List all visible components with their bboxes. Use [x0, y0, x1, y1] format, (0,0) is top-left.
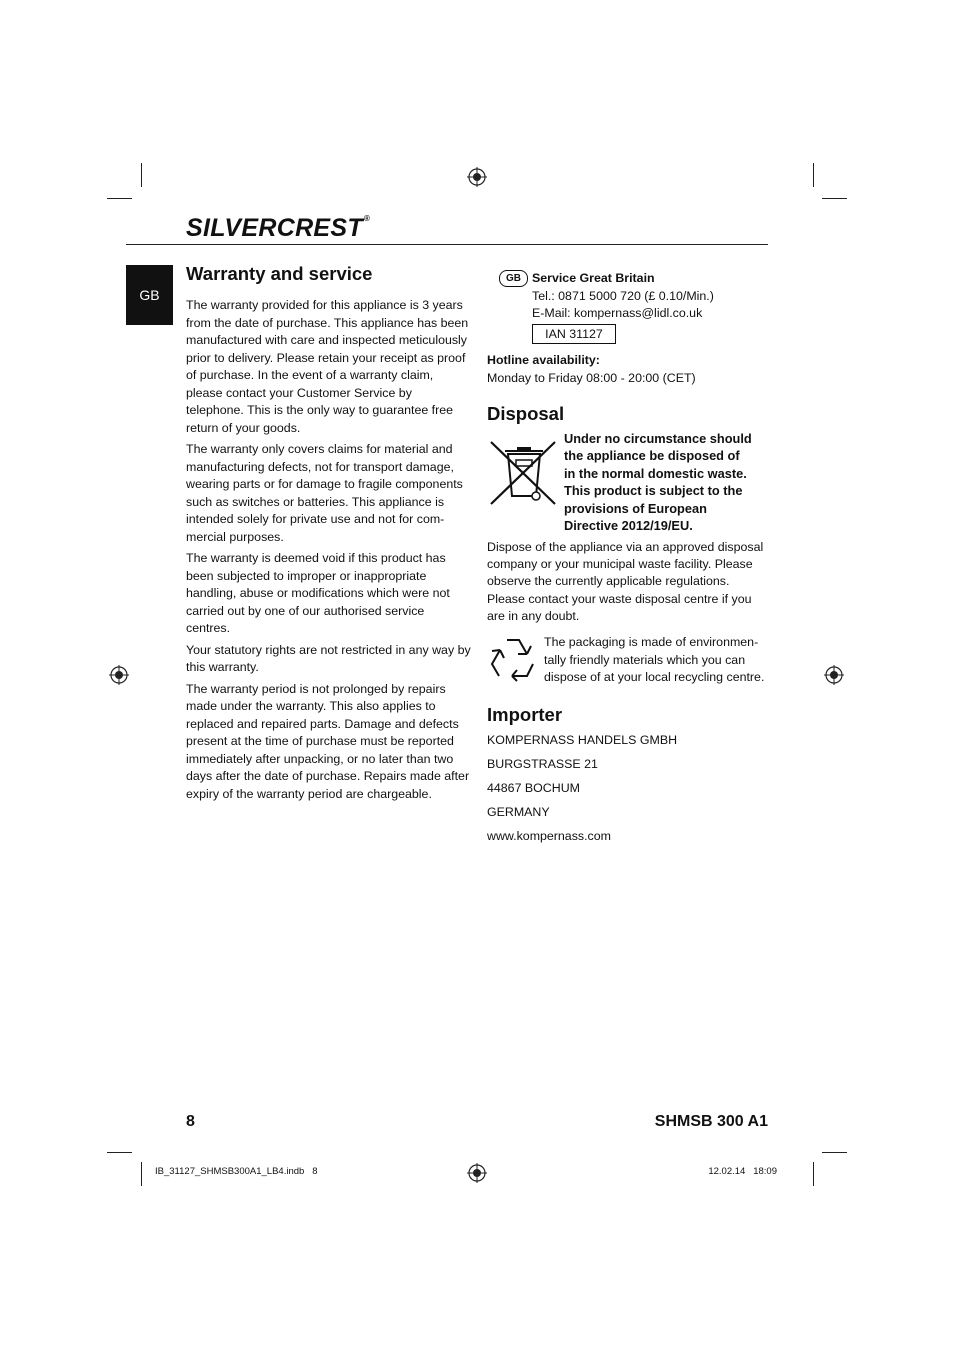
model-number: SHMSB 300 A1 [654, 1113, 768, 1130]
warranty-paragraph: Your statutory rights are not restricted in any way by this warranty. [186, 642, 471, 674]
disposal-text-line: company or your municipal waste facility. Please [487, 557, 753, 572]
crop-mark [107, 1152, 132, 1153]
registration-mark-icon [467, 1163, 487, 1183]
disposal-warning-line: Under no circumstance should [564, 431, 752, 446]
page-number: 8 [186, 1113, 195, 1130]
crop-mark [141, 163, 142, 187]
hotline-hours: Monday to Friday 08:00 - 20:00 (CET) [487, 370, 696, 385]
importer-address [487, 731, 767, 851]
importer-line: 44867 BOCHUM [487, 781, 580, 795]
disposal-warning-line: the appliance be disposed of [564, 448, 740, 464]
service-block [532, 270, 772, 323]
registration-mark-icon [467, 167, 487, 187]
registration-mark-icon [824, 665, 844, 685]
importer-title: Importer [487, 704, 563, 725]
registration-mark-icon [109, 665, 129, 685]
disposal-text-line: Dispose of the appliance via an approved disposal [487, 540, 764, 554]
brand-name: SILVERCREST [186, 214, 363, 242]
crop-mark [822, 198, 847, 199]
disposal-text-line: are in any doubt. [487, 608, 580, 623]
warranty-body [186, 297, 471, 807]
disposal-warning-line: This product is subject to the [564, 483, 743, 499]
disposal-warning-line: in the normal domestic waste. [564, 465, 747, 481]
warranty-paragraph: The warranty is deemed void if this product has been subjected to improper or inappropriate handling, abuse or modifications which were not carried out by one of our authorised service centres. [186, 551, 450, 635]
brand-logo [186, 214, 370, 243]
disposal-text [487, 539, 772, 625]
warranty-title: Warranty and service [186, 263, 373, 284]
country-badge: GB [499, 270, 528, 287]
warranty-paragraph: The warranty period is not prolonged by repairs made under the warranty. This also applies to replaced and repaired parts. Damage and defects present at the time of purchase must be reported immediately after unpacking, or no later than two days after the date of purchase. Repairs made after expiry of the warranty period are chargeable. [186, 681, 470, 801]
crop-mark [813, 163, 814, 187]
crop-mark [141, 1162, 142, 1186]
ian-box: IAN 31127 [532, 324, 616, 344]
service-phone: Tel.: 0871 5000 720 (£ 0.10/Min.) [532, 288, 714, 303]
importer-line: BURGSTRASSE 21 [487, 757, 598, 771]
disposal-warning [564, 430, 774, 534]
language-tab: GB [126, 265, 173, 325]
importer-line: GERMANY [487, 805, 550, 819]
header-rule [126, 244, 768, 245]
hotline-label: Hotline availability: [487, 353, 600, 367]
hotline-block [487, 352, 767, 387]
packaging-line: tally friendly materials which you can [544, 652, 746, 667]
crop-mark [822, 1152, 847, 1153]
warranty-paragraph: The warranty only covers claims for material and manufacturing defects, not for transport damage, wearing parts or for damage to fragile components such as switches or batteries. This appliance is intended solely for private use and not for com- mercial purposes. [186, 442, 463, 544]
importer-website: www.kompernass.com [487, 829, 611, 843]
disposal-text-line: observe the currently applicable regulations. [487, 574, 730, 589]
service-title: Service Great Britain [532, 271, 655, 285]
packaging-line: dispose of at your local recycling centre. [544, 670, 765, 684]
warranty-paragraph: The warranty provided for this appliance is 3 years from the date of purchase. This appliance has been manufactured with care and inspected meticulously prior to delivery. Please retain your receipt as proof of purchase. In the event of a warranty claim, please contact your Customer Service by telephone. This is the only way to guarantee free return of your goods. [186, 298, 469, 435]
disposal-title: Disposal [487, 403, 565, 424]
disposal-warning-line: Directive 2012/19/EU. [564, 518, 693, 534]
registered-mark: ® [363, 214, 371, 223]
disposal-warning-line: provisions of European [564, 500, 707, 516]
disposal-text-line: Please contact your waste disposal centre if you [487, 591, 752, 606]
crop-mark [813, 1162, 814, 1186]
packaging-line: The packaging is made of environmen- [544, 635, 759, 649]
service-email: E-Mail: kompernass@lidl.co.uk [532, 306, 703, 320]
crossed-out-bin-icon [487, 438, 559, 508]
crop-mark [107, 198, 132, 199]
importer-line: KOMPERNASS HANDELS GMBH [487, 733, 678, 747]
packaging-text [544, 634, 774, 687]
recycling-icon [487, 634, 539, 686]
date-slug: 12.02.14 18:09 [708, 1166, 777, 1177]
file-slug: IB_31127_SHMSB300A1_LB4.indb 8 [155, 1166, 318, 1177]
